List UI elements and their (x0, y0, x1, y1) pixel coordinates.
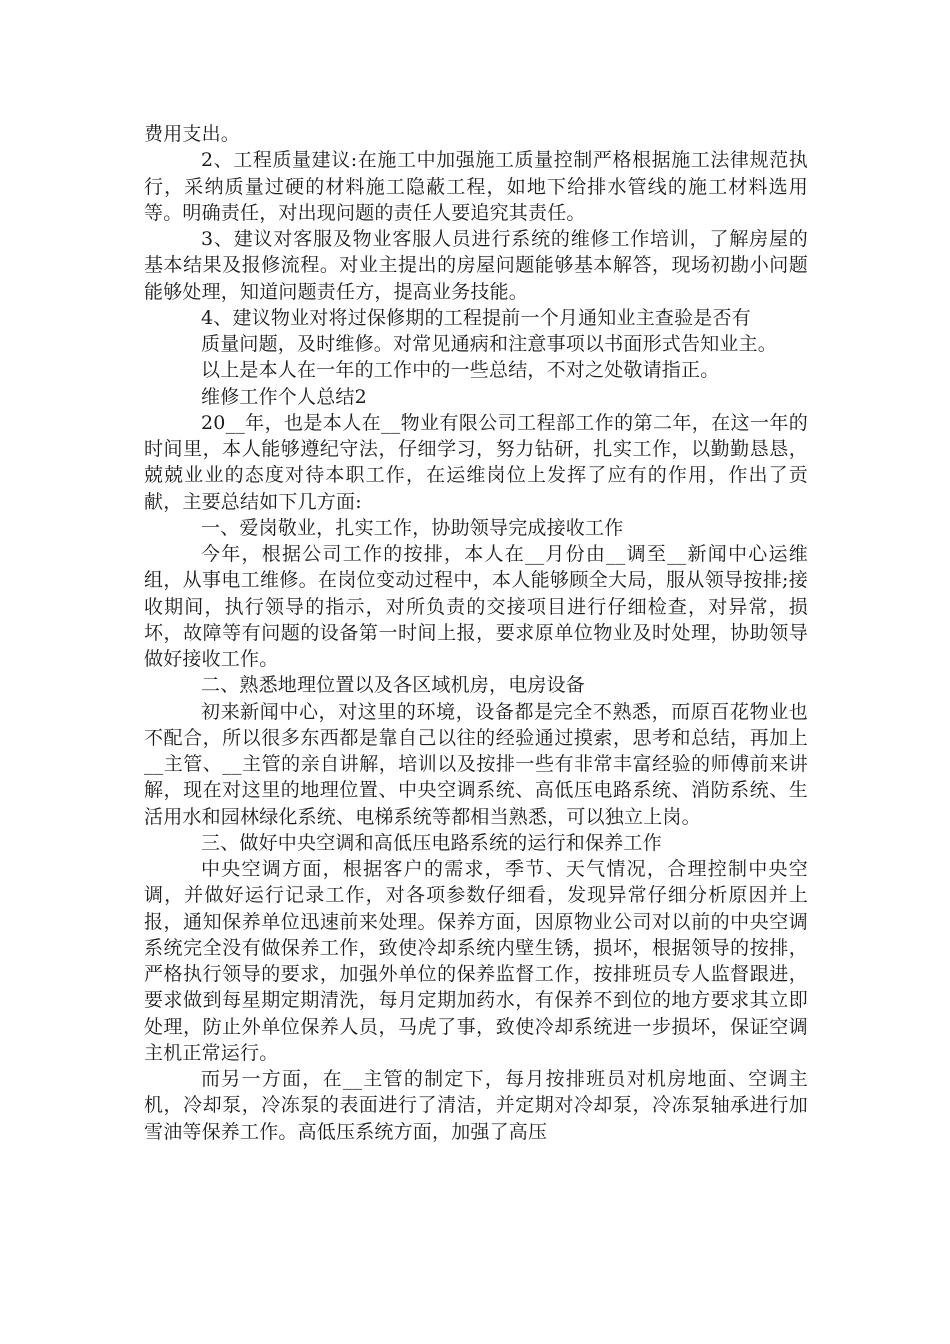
subheading-one: 一、爱岗敬业，扎实工作，协助领导完成接收工作 (201, 516, 624, 539)
paragraph-continued: 费用支出。 (144, 123, 241, 145)
paragraph-hvac: 中央空调方面，根据客户的需求，季节、天气情况，合理控制中央空调，并做好运行记录工作，对各项参数仔细看，发现异常仔细分析原因并上报，通知保养单位迅速前来处理。保养方面，因原物业公司对以前的中央空调系统完全没有做保养工作，致使冷却系统内壁生锈，损坏，根据领导的按排，严格执行领导的要求，加强外单位的保养监督工作，按排班员专人监督跟进，要求做到每星期定期清洗，每月定期加药水，有保养不到位的地方要求其立即处理，防止外单位保养人员，马虎了事，致使冷却系统进一步损坏，保证空调主机正常运行。 (144, 858, 808, 1064)
paragraph-intro: 20__年，也是本人在__物业有限公司工程部工作的第二年，在这一年的时间里，本人能够遵纪守法，仔细学习，努力钻研，扎实工作，以勤勤恳恳，兢兢业业的态度对待本职工作，在运维岗位上发挥了应有的作用，作出了贡献，主要总结如下几方面: (144, 411, 808, 513)
paragraph-training-suggestion: 3、建议对客服及物业客服人员进行系统的维修工作培训，了解房屋的基本结果及报修流程。对业主提出的房屋问题能够基本解答，现场初勘小问题能够处理，知道问题责任方，提高业务技能。 (144, 228, 808, 303)
paragraph-closing: 以上是本人在一年的工作中的一些总结，不对之处敬请指正。 (201, 359, 720, 382)
paragraph-familiarization: 初来新闻中心，对这里的环境，设备都是完全不熟悉，而原百花物业也不配合，所以很多东西都是靠自己以往的经验通过摸索，思考和总结，再加上__主管、__主管的亲自讲解，培训以及按排一些有非常丰富经验的师傅前来讲解，现在对这里的地理位置、中央空调系统、高低压电路系统、消防系统、生活用水和园林绿化系统、电梯系统等都相当熟悉，可以独立上岗。 (144, 700, 808, 828)
paragraph-quality-suggestion: 2、工程质量建议:在施工中加强施工质量控制严格根据施工法律规范执行，采纳质量过硬的材料施工隐蔽工程，如地下给排水管线的施工材料选用等。明确责任，对出现问题的责任人要追究其责任。 (144, 149, 808, 224)
paragraph-warranty-suggestion: 4、建议物业对将过保修期的工程提前一个月通知业主查验是否有 (201, 306, 751, 329)
section-heading: 维修工作个人总结2 (201, 385, 367, 408)
paragraph-transfer: 今年，根据公司工作的按排，本人在__月份由__调至__新闻中心运维组，从事电工维修。在岗位变动过程中，本人能够顾全大局，服从领导按排;接收期间，执行领导的指示，对所负责的交接项目进行仔细检查，对异常，损坏，故障等有问题的设备第一时间上报，要求原单位物业及时处理，协助领导做好接收工作。 (144, 543, 808, 670)
subheading-two: 二、熟悉地理位置以及各区域机房，电房设备 (201, 674, 586, 697)
paragraph-maintenance: 而另一方面，在__主管的制定下，每月按排班员对机房地面、空调主机，冷却泵，冷冻泵的表面进行了清洁，并定期对冷却泵，冷冻泵轴承进行加雪油等保养工作。高低压系统方面，加强了高压 (144, 1068, 808, 1143)
document-body (144, 121, 808, 1145)
subheading-three: 三、做好中央空调和高低压电路系统的运行和保养工作 (201, 831, 662, 854)
paragraph-warranty-continued: 质量问题，及时维修。对常见通病和注意事项以书面形式告知业主。 (201, 333, 778, 355)
